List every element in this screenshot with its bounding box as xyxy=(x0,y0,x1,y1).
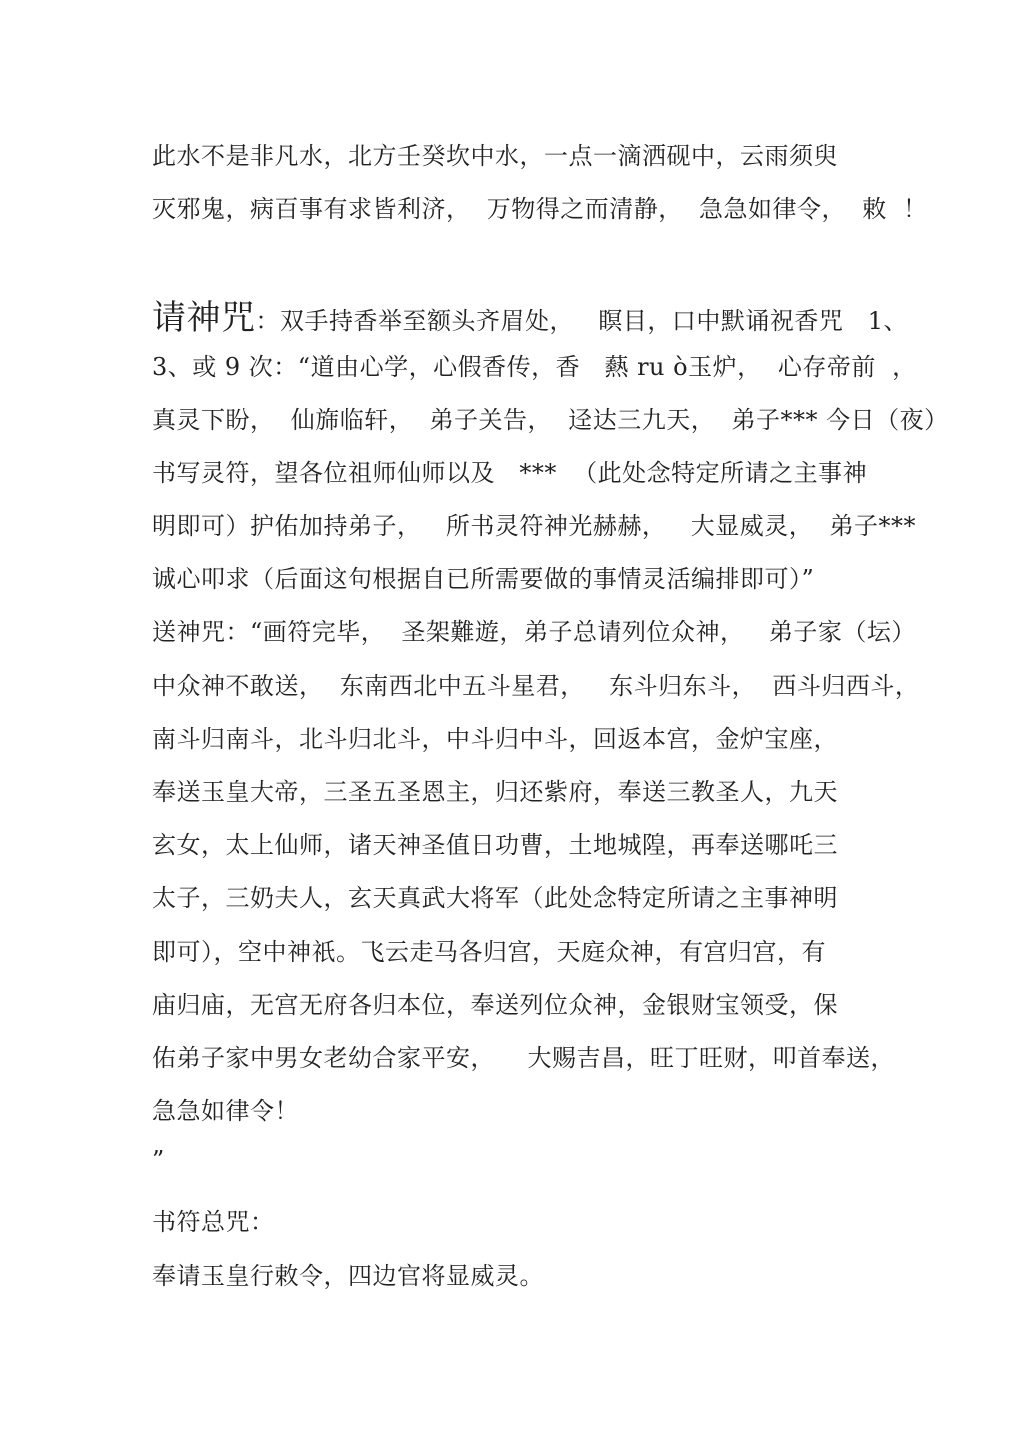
songshen-line-11: ” xyxy=(152,1146,165,1174)
qingshen-line-1 xyxy=(152,298,908,338)
songshen-line-7: 即可），空中神祇。飞云走马各归宫，天庭众神，有宫归宫，有 xyxy=(152,938,826,966)
songshen-line-10: 急急如律令！ xyxy=(152,1097,299,1125)
shufu-title: 书符总咒： xyxy=(152,1208,275,1236)
qingshen-line-1-text: ：双手持香举至额头齐眉处， 瞑目，口中默诵祝香咒 1、 xyxy=(255,307,909,335)
qingshen-title: 请神咒 xyxy=(152,298,256,338)
qingshen-line-4: 书写灵符，望各位祖师仙师以及 *** （此处念特定所请之主事神 xyxy=(152,459,868,487)
intro-line-2: 灭邪鬼，病百事有求皆利济， 万物得之而清静， 急急如律令， 敕 ！ xyxy=(152,195,928,223)
intro-line-1: 此水不是非凡水，北方壬癸坎中水，一点一滴洒砚中，云雨须臾 xyxy=(152,142,838,170)
qingshen-line-3: 真灵下盼， 仙旆临轩， 弟子关告， 迳达三九天， 弟子*** 今日（夜） xyxy=(152,406,949,434)
songshen-line-4: 奉送玉皇大帝，三圣五圣恩主，归还紫府，奉送三教圣人，九天 xyxy=(152,778,838,806)
qingshen-line-6: 诚心叩求（后面这句根据自已所需要做的事情灵活编排即可）” xyxy=(152,565,815,593)
songshen-line-1: 送神咒：“画符完毕， 圣架難遊，弟子总请列位众神， 弟子家（坛） xyxy=(152,618,916,646)
qingshen-line-5: 明即可）护佑加持弟子， 所书灵符神光赫赫， 大显威灵， 弟子*** xyxy=(152,512,917,540)
songshen-line-2: 中众神不敢送， 东南西北中五斗星君， 东斗归东斗， 西斗归西斗， xyxy=(152,672,920,700)
songshen-line-6: 太子，三奶夫人，玄天真武大将军（此处念特定所请之主事神明 xyxy=(152,884,838,912)
qingshen-line-2: 3、或 9 次：“道由心学，心假香传，香 爇 ru ò玉炉， 心存帝前 ， xyxy=(152,353,917,381)
songshen-line-3: 南斗归南斗，北斗归北斗，中斗归中斗，回返本宫，金炉宝座， xyxy=(152,725,838,753)
songshen-line-5: 玄女，太上仙师，诸天神圣值日功曹，土地城隍，再奉送哪吒三 xyxy=(152,831,838,859)
songshen-line-9: 佑弟子家中男女老幼合家平安， 大赐吉昌，旺丁旺财，叩首奉送， xyxy=(152,1044,896,1072)
shufu-line-1: 奉请玉皇行敕令，四边官将显威灵。 xyxy=(152,1262,544,1290)
songshen-line-8: 庙归庙，无宫无府各归本位，奉送列位众神，金银财宝领受，保 xyxy=(152,991,838,1019)
